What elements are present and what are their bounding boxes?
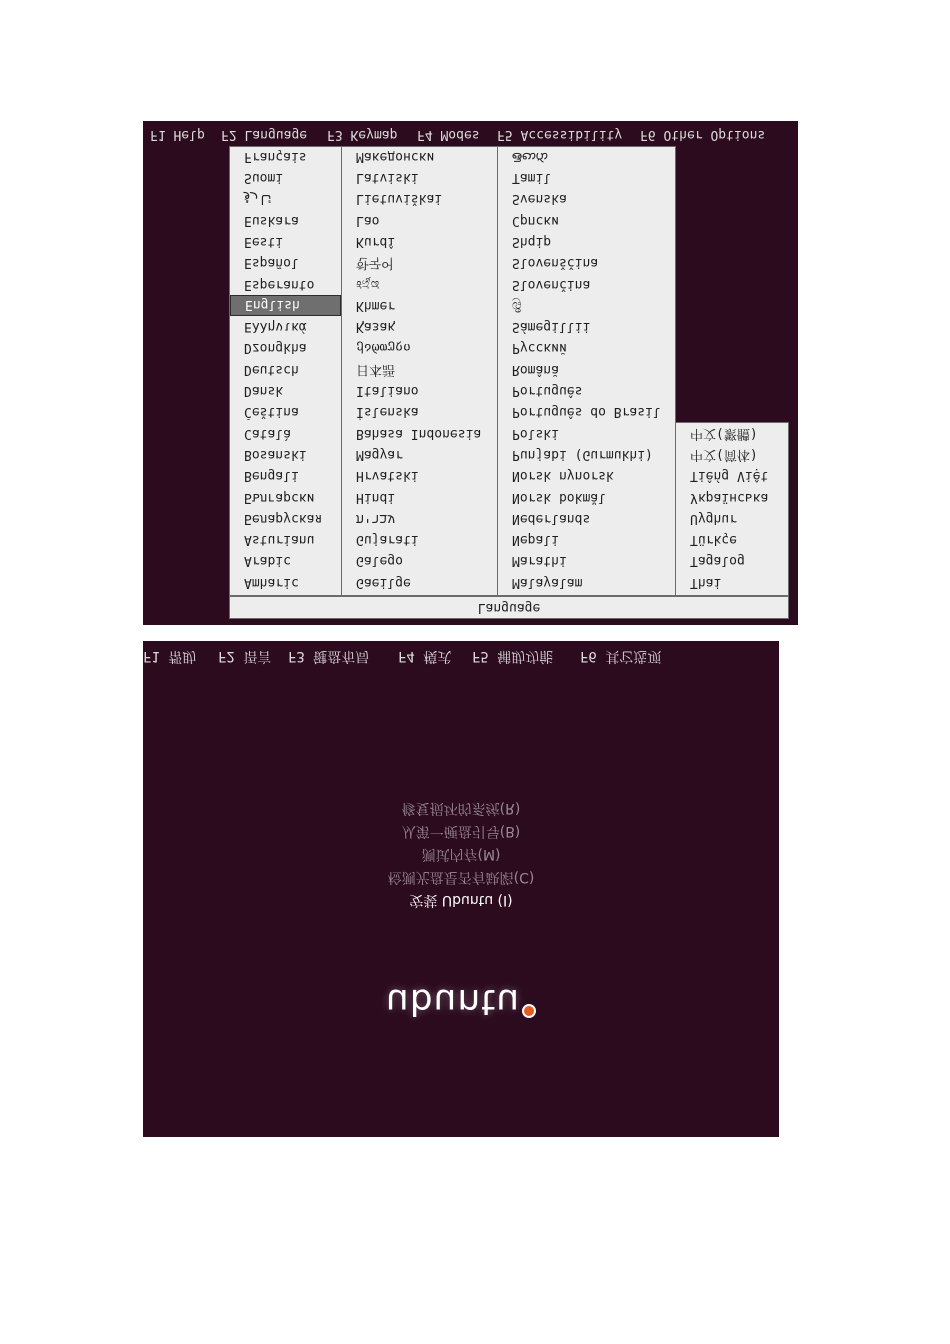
language-item[interactable]: Uyghur (690, 510, 737, 526)
language-item[interactable]: Euskara (244, 212, 299, 228)
language-item[interactable]: Қазақ (356, 319, 396, 335)
language-item[interactable]: Українська (690, 489, 769, 505)
language-item[interactable]: 中文(简体) (690, 446, 758, 462)
boot-screen (143, 641, 779, 1137)
language-item[interactable]: Dansk (244, 383, 284, 398)
boot-fkey-help[interactable]: F1 帮助 (143, 648, 197, 664)
language-item[interactable]: Български (244, 489, 315, 505)
language-item[interactable]: Magyar (356, 446, 403, 462)
language-fkey-bar (143, 121, 798, 147)
language-item[interactable]: ئارۇ (244, 191, 274, 207)
language-item[interactable]: Ελληνικά (244, 319, 307, 335)
language-item[interactable]: Lao (356, 212, 380, 228)
language-item[interactable]: Español (244, 255, 299, 271)
ubuntu-logo-text: ubuntu (385, 981, 521, 1022)
language-item[interactable]: Gaeilge (356, 574, 411, 590)
language-item[interactable]: Italiano (356, 383, 419, 398)
language-menu-footer: Language (229, 596, 789, 619)
language-item[interactable]: Eesti (244, 233, 284, 249)
language-item[interactable]: Asturianu (244, 532, 315, 548)
language-item[interactable]: Türkçe (690, 532, 737, 548)
language-item[interactable]: Gujarati (356, 532, 419, 548)
language-item[interactable]: Français (244, 148, 307, 164)
language-item[interactable]: Bengali (244, 468, 299, 484)
fkey-modes[interactable]: F4 Modes (417, 127, 480, 142)
language-screen (143, 121, 798, 625)
language-item[interactable]: ქართული (356, 340, 411, 356)
language-item[interactable]: Hindi (356, 489, 396, 505)
language-item[interactable]: Marathi (512, 553, 567, 569)
language-item[interactable]: Bosanski (244, 446, 307, 462)
language-item[interactable]: Bahasa Indonesia (356, 425, 482, 441)
boot-option-install[interactable]: 安装 Ubuntu (I) (409, 892, 513, 908)
language-item[interactable]: Српски (512, 212, 559, 228)
boot-fkey-other-options[interactable]: F6 其它选项 (580, 648, 662, 664)
language-item[interactable]: 日本語 (356, 361, 396, 377)
language-item[interactable]: Čeština (244, 404, 299, 420)
language-item[interactable]: ශ්‍රී (512, 297, 522, 313)
fkey-other-options[interactable]: F6 Other Options (640, 127, 766, 142)
language-item[interactable]: 中文(繁體) (690, 425, 758, 441)
language-item[interactable]: Latviski (356, 170, 419, 185)
language-item[interactable]: Slovenščina (512, 255, 599, 271)
language-item[interactable]: Dzongkha (244, 340, 307, 356)
language-item[interactable]: Polski (512, 425, 559, 441)
language-item[interactable]: Tiếng Việt (690, 468, 769, 484)
language-item[interactable]: Lietuviškai (356, 191, 443, 207)
language-item[interactable]: Македонски (356, 148, 435, 164)
language-item[interactable]: Arabic (244, 553, 291, 569)
language-item[interactable]: English (230, 295, 341, 316)
language-menu (229, 146, 789, 619)
language-item[interactable]: Nepali (512, 532, 559, 548)
language-item[interactable]: Nederlands (512, 510, 591, 526)
boot-option-memtest[interactable]: 测试内存(M) (421, 846, 501, 862)
language-item[interactable]: Hrvatski (356, 468, 419, 484)
language-item[interactable]: Esperanto (244, 276, 315, 292)
boot-option-repair[interactable]: 修复损坏的系统(R) (401, 800, 521, 816)
language-item[interactable]: ಕನ್ನಡ (356, 276, 380, 292)
language-item[interactable]: Malayalam (512, 574, 583, 590)
language-item[interactable]: Sámegillii (512, 319, 591, 335)
boot-option-boot-disk[interactable]: 从第一硬盘引导(B) (401, 823, 521, 839)
language-item[interactable]: Punjabi (Gurmukhi) (512, 446, 653, 462)
boot-fkey-accessibility[interactable]: F5 辅助功能 (472, 648, 554, 664)
boot-fkey-bar (143, 641, 779, 671)
language-item[interactable]: Galego (356, 553, 403, 569)
ubuntu-logo (143, 981, 779, 1022)
language-item[interactable]: Shqip (512, 233, 552, 249)
language-item[interactable]: Suomi (244, 170, 284, 185)
language-item[interactable]: Kurdî (356, 233, 396, 249)
fkey-help[interactable]: F1 Help (150, 127, 205, 142)
language-item[interactable]: Slovenčina (512, 276, 591, 292)
language-item[interactable]: Íslenska (356, 404, 419, 420)
language-item[interactable]: Khmer (356, 297, 396, 313)
language-column-2 (341, 146, 498, 596)
language-item[interactable]: Tamil (512, 170, 552, 185)
language-item[interactable]: Amharic (244, 574, 299, 590)
language-item[interactable]: Svenska (512, 191, 567, 207)
language-item[interactable]: Português (512, 383, 583, 398)
language-item[interactable]: Thai (690, 574, 722, 590)
language-item[interactable]: Català (244, 425, 291, 441)
language-item[interactable]: Norsk nynorsk (512, 468, 614, 484)
language-column-3 (497, 146, 676, 596)
fkey-accessibility[interactable]: F5 Accessibility (497, 127, 623, 142)
language-item[interactable]: Română (512, 361, 559, 377)
language-item[interactable]: Português do Brasil (512, 404, 661, 420)
boot-fkey-modes[interactable]: F4 模式 (398, 648, 452, 664)
fkey-keymap[interactable]: F3 Keymap (327, 127, 398, 142)
language-item[interactable]: עברית (356, 510, 396, 526)
language-item[interactable]: Deutsch (244, 361, 299, 377)
language-item[interactable]: 한국어 (356, 255, 394, 271)
language-item[interactable]: Tagalog (690, 553, 745, 569)
ubuntu-circle-icon (522, 1004, 536, 1018)
language-item[interactable]: Беларуская (244, 510, 323, 526)
language-item[interactable]: తెలుగు (512, 148, 548, 164)
boot-fkey-keymap[interactable]: F3 键盘布局 (288, 648, 370, 664)
language-column-4 (675, 422, 789, 596)
fkey-language[interactable]: F2 Language (221, 127, 308, 142)
boot-fkey-language[interactable]: F2 语言 (218, 648, 272, 664)
language-item[interactable]: Norsk bokmål (512, 489, 606, 505)
boot-option-check-disc[interactable]: 检测光盘是否有缺陷(C) (387, 869, 535, 885)
language-column-1 (229, 146, 342, 596)
language-item[interactable]: Русский (512, 340, 567, 356)
